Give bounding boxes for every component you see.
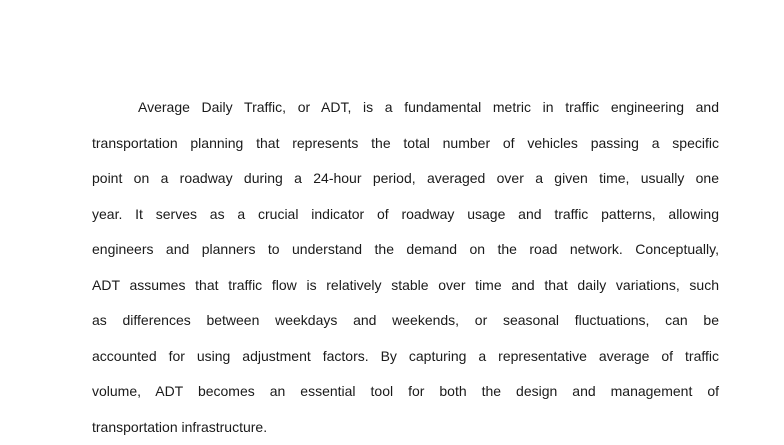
body-paragraph (92, 90, 719, 445)
paragraph-line: transportation infrastructure. (92, 410, 719, 445)
paragraph-line: point on a roadway during a 24-hour period, averaged over a given time, usually one (92, 161, 719, 197)
paragraph-line: volume, ADT becomes an essential tool for both the design and management of (92, 374, 719, 410)
paragraph-line: Average Daily Traffic, or ADT, is a fundamental metric in traffic engineering and (92, 90, 719, 126)
paragraph-line: transportation planning that represents the total number of vehicles passing a specific (92, 126, 719, 162)
paragraph-line: ADT assumes that traffic flow is relatively stable over time and that daily variations, such (92, 268, 719, 304)
paragraph-line: as differences between weekdays and weekends, or seasonal fluctuations, can be (92, 303, 719, 339)
paragraph-line: engineers and planners to understand the demand on the road network. Conceptually, (92, 232, 719, 268)
paragraph-line: accounted for using adjustment factors. By capturing a representative average of traffic (92, 339, 719, 375)
paragraph-line: year. It serves as a crucial indicator of roadway usage and traffic patterns, allowing (92, 197, 719, 233)
